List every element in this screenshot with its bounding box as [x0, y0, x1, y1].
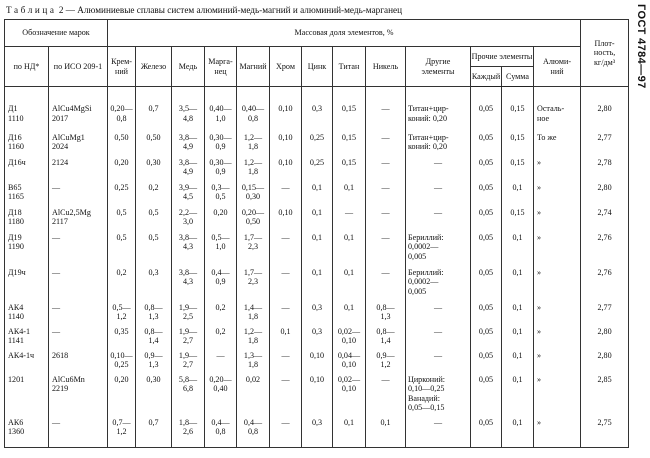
cell-manganese: — [205, 351, 237, 375]
cell-nickel: — [366, 183, 406, 208]
cell-nd: В65 1165 [5, 183, 49, 208]
cell-manganese: 0,30— 0,9 [205, 133, 237, 158]
cell-zinc: 0,1 [302, 268, 333, 303]
cell-each: 0,05 [471, 303, 502, 327]
cell-zinc: 0,10 [302, 351, 333, 375]
cell-manganese: 0,4— 0,9 [205, 268, 237, 303]
cell-iso: 2124 [49, 158, 108, 183]
header-designation-group: Обозначение марок [5, 20, 108, 47]
cell-aluminium: » [534, 303, 581, 327]
cell-density: 2,76 [581, 233, 629, 268]
cell-each: 0,05 [471, 327, 502, 351]
cell-sum: 0,1 [502, 268, 534, 303]
cell-nickel: — [366, 87, 406, 133]
cell-titanium: 0,15 [333, 87, 366, 133]
table-row [5, 133, 629, 158]
cell-nd: Д16 1160 [5, 133, 49, 158]
table-title: 2 — Алюминиевые сплавы систем алюминий-медь-магний и алюминий-медь-марганец [56, 5, 402, 15]
cell-copper: 5,8— 6,8 [172, 375, 205, 418]
cell-manganese: 0,2 [205, 303, 237, 327]
cell-density: 2,77 [581, 303, 629, 327]
cell-iso: AlCuMg1 2024 [49, 133, 108, 158]
cell-titanium: 0,15 [333, 158, 366, 183]
cell-silicon: 0,50 [108, 133, 136, 158]
cell-sum: 0,1 [502, 327, 534, 351]
cell-titanium: 0,1 [333, 268, 366, 303]
cell-iso: — [49, 303, 108, 327]
cell-nd: АК6 1360 [5, 418, 49, 448]
cell-chromium: — [270, 303, 302, 327]
cell-manganese: 0,30— 0,9 [205, 158, 237, 183]
cell-iso: 2618 [49, 351, 108, 375]
cell-magnesium: 1,2— 1,8 [237, 327, 270, 351]
header-nd: по НД* [5, 47, 49, 87]
cell-copper: 3,8— 4,9 [172, 133, 205, 158]
cell-zinc: 0,1 [302, 183, 333, 208]
cell-iso: AlCu6Mn 2219 [49, 375, 108, 418]
cell-manganese: 0,3— 0,5 [205, 183, 237, 208]
cell-each: 0,05 [471, 208, 502, 233]
table-row [5, 375, 629, 418]
cell-iron: 0,2 [136, 183, 172, 208]
header-nickel: Никель [366, 47, 406, 87]
cell-other-elements: — [406, 208, 471, 233]
cell-nd: Д16ч [5, 158, 49, 183]
header-aluminium: Алюми- ний [534, 47, 581, 87]
cell-density: 2,74 [581, 208, 629, 233]
cell-silicon: 0,5— 1,2 [108, 303, 136, 327]
cell-density: 2,80 [581, 327, 629, 351]
cell-copper: 1,9— 2,7 [172, 327, 205, 351]
cell-copper: 1,9— 2,7 [172, 351, 205, 375]
cell-zinc: 0,3 [302, 87, 333, 133]
cell-manganese: 0,20 [205, 208, 237, 233]
cell-density: 2,80 [581, 87, 629, 133]
cell-manganese: 0,2 [205, 327, 237, 351]
cell-titanium: 0,1 [333, 183, 366, 208]
cell-iron: 0,5 [136, 233, 172, 268]
cell-other-elements: Титан+цир- коний: 0,20 [406, 133, 471, 158]
cell-iron: 0,30 [136, 158, 172, 183]
cell-iso: — [49, 233, 108, 268]
cell-magnesium: 1,2— 1,8 [237, 158, 270, 183]
table-row [5, 183, 629, 208]
cell-iso: — [49, 183, 108, 208]
cell-nd: 1201 [5, 375, 49, 418]
cell-copper: 3,8— 4,3 [172, 233, 205, 268]
cell-silicon: 0,5 [108, 233, 136, 268]
cell-aluminium: Осталь- ное [534, 87, 581, 133]
cell-sum: 0,1 [502, 351, 534, 375]
cell-zinc: 0,10 [302, 375, 333, 418]
cell-titanium: 0,02— 0,10 [333, 375, 366, 418]
cell-aluminium: То же [534, 133, 581, 158]
header-density: Плот- ность, кг/дм³ [581, 20, 629, 87]
cell-aluminium: » [534, 233, 581, 268]
cell-silicon: 0,2 [108, 268, 136, 303]
cell-nickel: 0,9— 1,2 [366, 351, 406, 375]
cell-nickel: — [366, 133, 406, 158]
cell-sum: 0,15 [502, 158, 534, 183]
cell-chromium: 0,10 [270, 208, 302, 233]
cell-nd: АК4 1140 [5, 303, 49, 327]
cell-other-elements: — [406, 418, 471, 448]
cell-sum: 0,15 [502, 87, 534, 133]
cell-nickel: — [366, 158, 406, 183]
cell-chromium: — [270, 268, 302, 303]
table-caption [6, 5, 402, 15]
cell-zinc: 0,1 [302, 233, 333, 268]
cell-chromium: 0,10 [270, 133, 302, 158]
cell-iso: — [49, 327, 108, 351]
cell-iron: 0,9— 1,3 [136, 351, 172, 375]
cell-each: 0,05 [471, 351, 502, 375]
cell-density: 2,80 [581, 183, 629, 208]
cell-copper: 1,9— 2,5 [172, 303, 205, 327]
cell-aluminium: » [534, 375, 581, 418]
cell-chromium: 0,1 [270, 327, 302, 351]
cell-aluminium: » [534, 183, 581, 208]
header-magnesium: Магний [237, 47, 270, 87]
cell-other-elements: — [406, 303, 471, 327]
table-row [5, 351, 629, 375]
cell-magnesium: 0,15— 0,30 [237, 183, 270, 208]
header-silicon: Крем- ний [108, 47, 136, 87]
cell-iron: 0,7 [136, 87, 172, 133]
cell-silicon: 0,25 [108, 183, 136, 208]
cell-copper: 1,8— 2,6 [172, 418, 205, 448]
cell-zinc: 0,3 [302, 418, 333, 448]
header-each: Каждый [471, 67, 502, 87]
cell-copper: 3,8— 4,3 [172, 268, 205, 303]
cell-zinc: 0,1 [302, 208, 333, 233]
table-row [5, 233, 629, 268]
cell-manganese: 0,20— 0,40 [205, 375, 237, 418]
cell-nd: Д19 1190 [5, 233, 49, 268]
cell-nickel: 0,8— 1,4 [366, 327, 406, 351]
cell-titanium: 0,02— 0,10 [333, 327, 366, 351]
cell-each: 0,05 [471, 87, 502, 133]
cell-nickel: — [366, 375, 406, 418]
cell-silicon: 0,5 [108, 208, 136, 233]
cell-nickel: 0,8— 1,3 [366, 303, 406, 327]
cell-other-elements: — [406, 351, 471, 375]
header-manganese: Марга- нец [205, 47, 237, 87]
cell-iso: AlCu4MgSi 2017 [49, 87, 108, 133]
cell-other-elements: — [406, 183, 471, 208]
cell-other-elements: Цирконий: 0,10—0,25 Ванадий: 0,05—0,15 [406, 375, 471, 418]
cell-magnesium: 1,4— 1,8 [237, 303, 270, 327]
cell-copper: 2,2— 3,0 [172, 208, 205, 233]
cell-density: 2,80 [581, 351, 629, 375]
table-row [5, 327, 629, 351]
cell-silicon: 0,20 [108, 158, 136, 183]
header-other-elements: Другие элементы [406, 47, 471, 87]
header-iso: по ИСО 209-1 [49, 47, 108, 87]
cell-nickel: — [366, 268, 406, 303]
cell-zinc: 0,3 [302, 327, 333, 351]
cell-titanium: 0,1 [333, 233, 366, 268]
cell-nd: АК4-1ч [5, 351, 49, 375]
cell-titanium: 0,1 [333, 418, 366, 448]
header-other-impurities: Прочие элементы [471, 47, 534, 67]
cell-chromium: — [270, 351, 302, 375]
header-sum: Сумма [502, 67, 534, 87]
cell-sum: 0,15 [502, 133, 534, 158]
cell-each: 0,05 [471, 158, 502, 183]
cell-silicon: 0,20 [108, 375, 136, 418]
cell-nickel: — [366, 208, 406, 233]
cell-silicon: 0,35 [108, 327, 136, 351]
cell-copper: 3,9— 4,5 [172, 183, 205, 208]
cell-zinc: 0,25 [302, 133, 333, 158]
cell-iron: 0,5 [136, 208, 172, 233]
alloy-composition-table [4, 19, 629, 448]
header-titanium: Титан [333, 47, 366, 87]
cell-aluminium: » [534, 208, 581, 233]
cell-iso: — [49, 418, 108, 448]
cell-aluminium: » [534, 327, 581, 351]
cell-silicon: 0,7— 1,2 [108, 418, 136, 448]
cell-density: 2,76 [581, 268, 629, 303]
cell-each: 0,05 [471, 375, 502, 418]
cell-magnesium: 0,40— 0,8 [237, 87, 270, 133]
cell-zinc: 0,25 [302, 158, 333, 183]
cell-iron: 0,8— 1,4 [136, 327, 172, 351]
cell-sum: 0,1 [502, 375, 534, 418]
cell-nickel: 0,1 [366, 418, 406, 448]
cell-titanium: 0,15 [333, 133, 366, 158]
cell-chromium: — [270, 183, 302, 208]
header-mass-fraction-group: Массовая доля элементов, % [108, 20, 581, 47]
cell-sum: 0,1 [502, 233, 534, 268]
cell-iron: 0,3 [136, 268, 172, 303]
cell-copper: 3,8— 4,9 [172, 158, 205, 183]
cell-titanium: 0,1 [333, 303, 366, 327]
cell-chromium: — [270, 418, 302, 448]
cell-density: 2,85 [581, 375, 629, 418]
cell-manganese: 0,4— 0,8 [205, 418, 237, 448]
cell-density: 2,78 [581, 158, 629, 183]
header-copper: Медь [172, 47, 205, 87]
cell-copper: 3,5— 4,8 [172, 87, 205, 133]
cell-zinc: 0,3 [302, 303, 333, 327]
cell-silicon: 0,20— 0,8 [108, 87, 136, 133]
cell-other-elements: Бериллий: 0,0002— 0,005 [406, 233, 471, 268]
cell-titanium: — [333, 208, 366, 233]
cell-iron: 0,30 [136, 375, 172, 418]
cell-chromium: — [270, 233, 302, 268]
cell-iron: 0,7 [136, 418, 172, 448]
cell-sum: 0,1 [502, 303, 534, 327]
cell-nd: Д1 1110 [5, 87, 49, 133]
cell-nd: Д18 1180 [5, 208, 49, 233]
table-word: Таблица [6, 5, 57, 15]
table-row [5, 418, 629, 448]
table-row [5, 268, 629, 303]
header-zinc: Цинк [302, 47, 333, 87]
cell-density: 2,77 [581, 133, 629, 158]
header-iron: Железо [136, 47, 172, 87]
cell-each: 0,05 [471, 418, 502, 448]
cell-each: 0,05 [471, 133, 502, 158]
cell-chromium: — [270, 375, 302, 418]
cell-other-elements: — [406, 158, 471, 183]
cell-magnesium: 0,02 [237, 375, 270, 418]
cell-sum: 0,1 [502, 418, 534, 448]
cell-each: 0,05 [471, 233, 502, 268]
cell-manganese: 0,40— 1,0 [205, 87, 237, 133]
table-row [5, 87, 629, 133]
cell-other-elements: Титан+цир- коний: 0,20 [406, 87, 471, 133]
cell-nd: Д19ч [5, 268, 49, 303]
cell-density: 2,75 [581, 418, 629, 448]
cell-magnesium: 1,7— 2,3 [237, 268, 270, 303]
cell-aluminium: » [534, 351, 581, 375]
cell-each: 0,05 [471, 268, 502, 303]
cell-other-elements: Бериллий: 0,0002— 0,005 [406, 268, 471, 303]
cell-sum: 0,1 [502, 183, 534, 208]
cell-chromium: 0,10 [270, 158, 302, 183]
cell-iso: AlCu2,5Mg 2117 [49, 208, 108, 233]
cell-magnesium: 1,7— 2,3 [237, 233, 270, 268]
cell-sum: 0,15 [502, 208, 534, 233]
cell-magnesium: 0,4— 0,8 [237, 418, 270, 448]
cell-silicon: 0,10— 0,25 [108, 351, 136, 375]
cell-nd: АК4-1 1141 [5, 327, 49, 351]
cell-iso: — [49, 268, 108, 303]
cell-chromium: 0,10 [270, 87, 302, 133]
cell-titanium: 0,04— 0,10 [333, 351, 366, 375]
cell-manganese: 0,5— 1,0 [205, 233, 237, 268]
table-row [5, 208, 629, 233]
cell-aluminium: » [534, 268, 581, 303]
cell-magnesium: 0,20— 0,50 [237, 208, 270, 233]
cell-iron: 0,50 [136, 133, 172, 158]
cell-iron: 0,8— 1,3 [136, 303, 172, 327]
cell-each: 0,05 [471, 183, 502, 208]
table-row [5, 158, 629, 183]
cell-other-elements: — [406, 327, 471, 351]
cell-magnesium: 1,3— 1,8 [237, 351, 270, 375]
gost-side-label: ГОСТ 4784—97 [635, 4, 647, 89]
cell-aluminium: » [534, 158, 581, 183]
cell-nickel: — [366, 233, 406, 268]
header-chromium: Хром [270, 47, 302, 87]
table-row [5, 303, 629, 327]
cell-aluminium: » [534, 418, 581, 448]
cell-magnesium: 1,2— 1,8 [237, 133, 270, 158]
